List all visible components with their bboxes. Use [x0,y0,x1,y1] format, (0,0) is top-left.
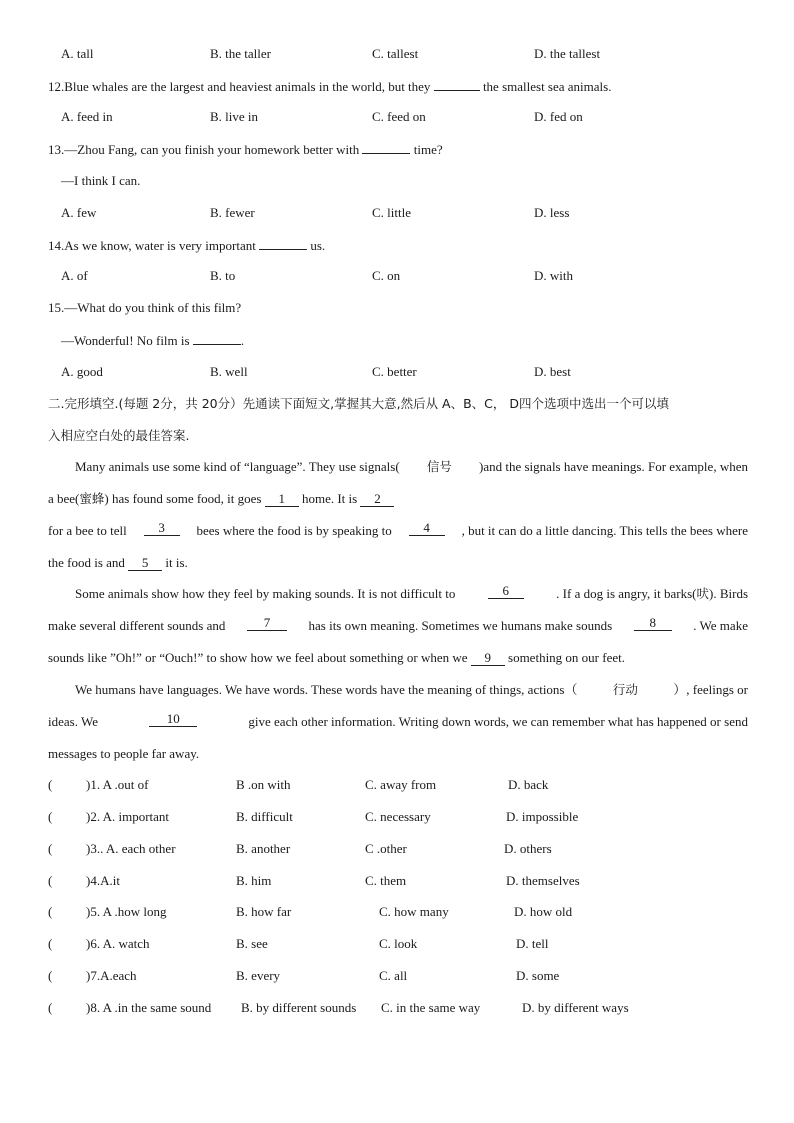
q13-text: 13.—Zhou Fang, can you finish your homework better with [48,142,360,157]
blank-3: 3 [144,521,180,536]
mc-5-a: )5. A .how long [86,904,167,919]
q12-option-d: D. fed on [534,109,583,124]
text: it is. [165,555,188,570]
blank-7: 7 [247,616,287,631]
q13-option-b: B. fewer [210,205,255,220]
answer-paren: ( [48,904,53,919]
mc-5-b: B. how far [236,904,292,919]
q15-reply [61,330,761,350]
q11-option-c: C. tallest [372,46,419,61]
q12-options [48,107,748,127]
mc-6-b: B. see [236,936,268,951]
mc-6-d: D. tell [516,936,549,951]
mc-8-d: D. by different ways [522,1000,629,1015]
text: bees where the food is by speaking to [196,523,392,538]
text: . We make [693,618,748,633]
mc-8-c: C. in the same way [381,1000,481,1015]
text: ) has found some food, it goes [104,491,262,506]
text: Many animals use some kind of “language”. They use signals( [75,459,400,474]
answer-paren: ( [48,968,53,983]
text: for a bee to tell [48,523,127,538]
text: )and the signals have meanings. For example, when [479,459,748,474]
q12-option-a: A. feed in [61,109,113,124]
mc-5-d: D. how old [514,904,573,919]
answer-paren: ( [48,841,53,856]
mc-1-b: B .on with [236,777,291,792]
mc-row-4 [48,871,748,891]
mc-4-c: C. them [365,873,407,888]
mc-5-c: C. how many [379,904,449,919]
q13-blank [362,139,410,154]
q15-option-d: D. best [534,364,571,379]
mc-row-5 [48,902,748,922]
text-cjk: 蜜蜂 [79,491,105,506]
q13-options [48,203,748,223]
question-15: 15.—What do you think of this film? [48,300,242,315]
q15-blank [193,330,241,345]
mc-4-d: D. themselves [506,873,580,888]
mc-7-b: B. every [236,968,281,983]
mc-3-a: )3.. A. each other [86,841,176,856]
mc-1-a: )1. A .out of [86,777,149,792]
blank-2: 2 [360,492,394,507]
mc-2-a: )2. A. important [86,809,170,824]
q12-text: 12.Blue whales are the largest and heaviest animals in the world, but they [48,79,431,94]
q14-option-b: B. to [210,268,236,283]
mc-2-d: D. impossible [506,809,579,824]
mc-row-7 [48,966,748,986]
mc-3-b: B. another [236,841,291,856]
mc-row-6 [48,934,748,954]
mc-7-d: D. some [516,968,560,983]
mc-2-c: C. necessary [365,809,431,824]
q14-option-d: D. with [534,268,573,283]
q14-blank [259,235,307,250]
text: a bee( [48,491,80,506]
text: has its own meaning. Sometimes we humans make sounds [308,618,613,633]
text-cjk: 吠 [696,586,709,601]
text: ). Birds [709,586,748,601]
mc-6-a: )6. A. watch [86,936,150,951]
text: ）, feelings or [673,682,748,697]
q12-blank [434,76,480,91]
text: the food is and [48,555,125,570]
q13-reply: —I think I can. [61,173,141,188]
q11-option-d: D. the tallest [534,46,601,61]
blank-5: 5 [128,556,162,571]
blank-6: 6 [488,584,524,599]
q15-option-a: A. good [61,364,103,379]
blank-8: 8 [634,616,672,631]
text: , but it can do a little dancing. This tells the bees where [461,523,748,538]
passage-p3-line1 [75,680,748,700]
text-cjk: 信号 [426,459,452,474]
text: sounds like ”Oh!” or “Ouch!” to show how we feel about something or when we [48,650,468,665]
passage-p3-line3: messages to people far away. [48,746,200,761]
text: give each other information. Writing down words, we can remember what has happened or send [248,714,748,729]
passage-p1-line3 [48,521,748,541]
q13-option-d: D. less [534,205,570,220]
mc-7-a: )7.A.each [86,968,137,983]
q15-options [48,362,748,382]
text: home. It is [301,491,358,506]
q14-options [48,266,748,286]
q13-option-a: A. few [61,205,97,220]
mc-6-c: C. look [379,936,418,951]
passage-p1-line1 [75,457,748,477]
mc-8-b: B. by different sounds [241,1000,357,1015]
answer-paren: ( [48,873,53,888]
text: Some animals show how they feel by making sounds. It is not difficult to [75,586,456,601]
mc-1-c: C. away from [365,777,437,792]
q15-reply-end: . [240,333,245,348]
mc-3-d: D. others [504,841,552,856]
passage-p1-line4 [48,553,748,573]
text-cjk: 行动 [612,682,638,697]
blank-4: 4 [409,521,445,536]
answer-paren: ( [48,777,53,792]
text: We humans have languages. We have words. These words have the meaning of things, actions（ [75,682,578,697]
text: ideas. We [48,714,98,729]
question-12 [48,76,748,96]
passage-p1-line2 [48,489,748,509]
blank-9: 9 [471,651,505,666]
mc-row-2 [48,807,748,827]
q11-options [48,44,748,64]
text: make several different sounds and [48,618,226,633]
section-2-instructions: 二.完形填空.(每题 2分，共 20分）先通读下面短文,掌握其大意,然后从 A、B、C， D四个选项中选出一个可以填 [48,396,670,411]
mc-4-b: B. him [236,873,272,888]
q13-text-end: time? [413,142,443,157]
passage-p2-line3 [48,648,748,668]
blank-10: 10 [149,712,197,727]
mc-7-c: C. all [379,968,408,983]
q15-reply-text: —Wonderful! No film is [61,333,190,348]
q14-option-a: A. of [61,268,88,283]
mc-8-a: )8. A .in the same sound [86,1000,212,1015]
mc-1-d: D. back [508,777,549,792]
passage-p2-line1 [75,584,748,604]
q12-text-end: the smallest sea animals. [482,79,612,94]
q11-option-b: B. the taller [210,46,272,61]
q14-text-end: us. [310,238,326,253]
section-2-instructions-cont: 入相应空白处的最佳答案. [48,428,190,443]
answer-paren: ( [48,936,53,951]
mc-3-c: C .other [365,841,407,856]
q11-option-a: A. tall [61,46,94,61]
q15-option-c: C. better [372,364,417,379]
question-14 [48,235,748,255]
mc-row-1 [48,775,748,795]
q13-option-c: C. little [372,205,411,220]
passage-p2-line2 [48,616,748,636]
q14-option-c: C. on [372,268,401,283]
q12-option-c: C. feed on [372,109,426,124]
passage-p3-line2 [48,712,748,732]
mc-4-a: )4.A.it [86,873,120,888]
text: . If a dog is angry, it barks( [556,586,697,601]
blank-1: 1 [265,492,299,507]
answer-paren: ( [48,1000,53,1015]
answer-paren: ( [48,809,53,824]
mc-2-b: B. difficult [236,809,293,824]
question-13 [48,139,748,159]
q14-text: 14.As we know, water is very important [48,238,256,253]
q15-option-b: B. well [210,364,248,379]
mc-row-3 [48,839,748,859]
mc-row-8 [48,998,748,1018]
text: something on our feet. [508,650,625,665]
q12-option-b: B. live in [210,109,259,124]
